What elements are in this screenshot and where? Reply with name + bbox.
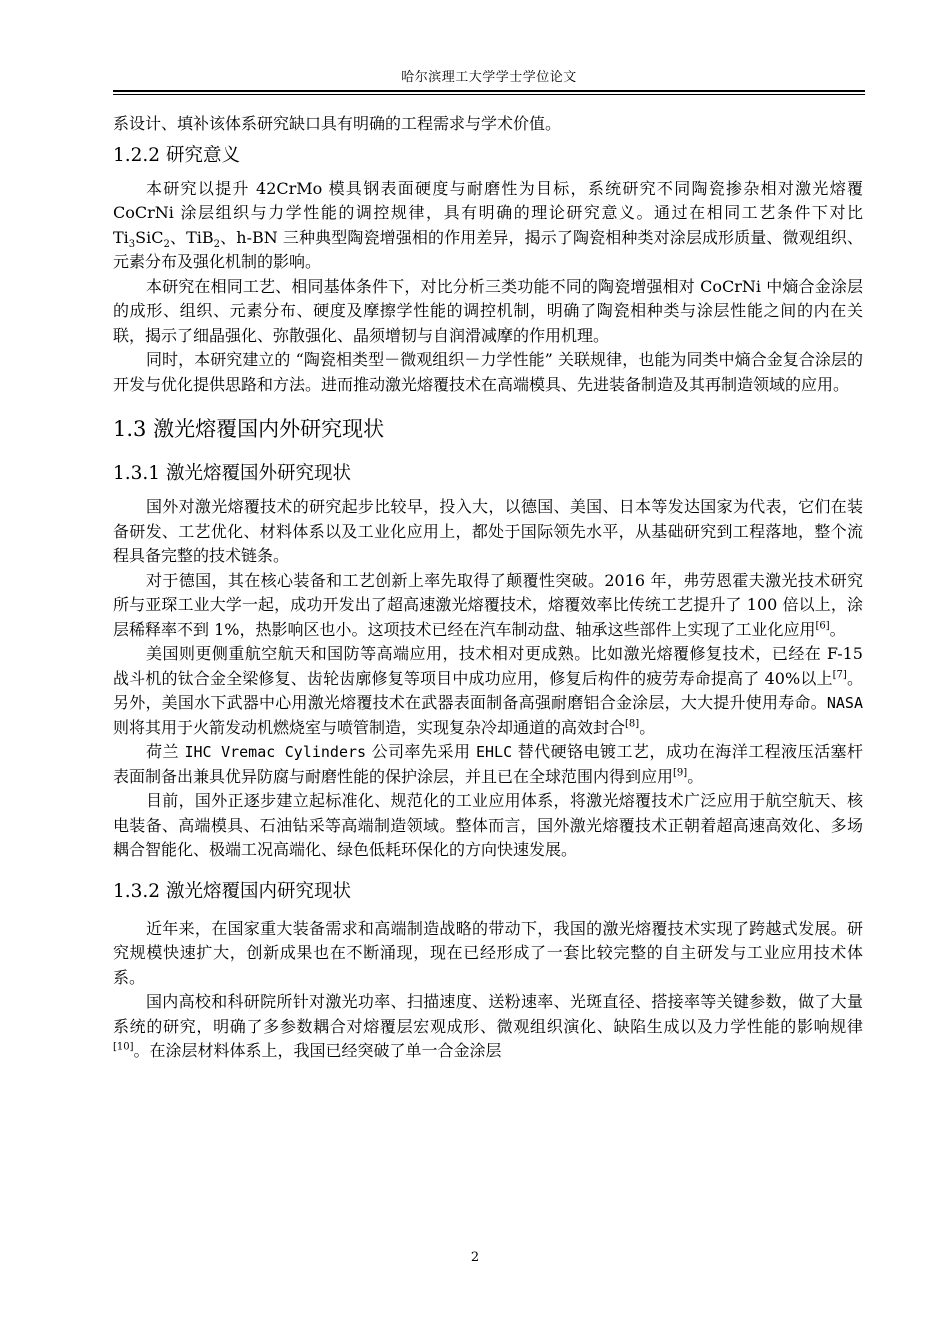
citation-ref: [9] [673,767,688,779]
page-body [113,112,863,1064]
paragraph-domestic-1: 近年来，在国家重大装备需求和高端制造战略的带动下，我国的激光熔覆技术实现了跨越式发展。研究规模快速扩大，创新成果也在不断涌现，现在已经形成了一套比较完整的自主研发与工业应用技术体系。 [113,918,863,987]
paragraph-significance-3: 同时，本研究建立的 “陶瓷相类型－微观组织－力学性能” 关联规律，也能为同类中熵合金复合涂层的开发与优化提供思路和方法。进而推动激光熔覆技术在高端模具、先进装备制造及其再制造领域的应用。 [113,350,863,394]
section-heading-1-3: 1.3 激光熔覆国内外研究现状 [113,417,385,441]
section-heading-1-3-1: 1.3.1 激光熔覆国外研究现状 [113,463,351,484]
paragraph-foreign-germany: 对于德国，其在核心装备和工艺创新上率先取得了颠覆性突破。2016 年，弗劳恩霍夫激光技术研究所与亚琛工业大学一起，成功开发出了超高速激光熔覆技术，熔覆效率比传统工艺提升了 100 倍以上，涂层稀释率不到 1%，热影响区也小。这项技术已经在汽车制动盘、轴承这些部件上实现了工业化应用[6]。 [113,570,863,639]
header-rule-thin [113,94,865,95]
paragraph-significance-1: 本研究以提升 42CrMo 模具钢表面硬度与耐磨性为目标，系统研究不同陶瓷掺杂相对激光熔覆 CoCrNi 涂层组织与力学性能的调控规律，具有明确的理论研究意义。通过在相同工艺条件下对比 $Ti_3SiC_2$、TiB$_2$、h-BN 三种典型陶瓷增强相的作用差异，揭示了陶瓷相种类对涂层成形质量、微观组织、元素分布及强化机制的影响。 [113,178,863,271]
citation-ref: [7] [832,669,847,681]
citation-ref: [8] [625,718,640,730]
paragraph-foreign-summary: 目前，国外正逐步建立起标准化、规范化的工业应用体系，将激光熔覆技术广泛应用于航空航天、核电装备、高端模具、石油钻采等高端制造领域。整体而言，国外激光熔覆技术正朝着超高速高效化、多场耦合智能化、极端工况高端化、绿色低耗环保化的方向快速发展。 [113,791,863,859]
running-header: 哈尔滨理工大学学士学位论文 [401,70,577,85]
paragraph-foreign-1: 国外对激光熔覆技术的研究起步比较早，投入大，以德国、美国、日本等发达国家为代表，它们在装备研发、工艺优化、材料体系以及工业化应用上，都处于国际领先水平，从基础研究到工程落地，整个流程具备完整的技术链条。 [113,497,863,565]
paragraph-continued: 系设计、填补该体系研究缺口具有明确的工程需求与学术价值。 [113,114,562,133]
citation-ref: [6] [815,620,830,632]
header-rule [113,90,865,92]
paragraph-domestic-2: 国内高校和科研院所针对激光功率、扫描速度、送粉速率、光斑直径、搭接率等关键参数，做了大量系统的研究，明确了多参数耦合对熔覆层宏观成形、微观组织演化、缺陷生成以及力学性能的影响规律[10]。在涂层材料体系上，我国已经突破了单一合金涂层 [113,992,863,1060]
citation-ref: [10] [113,1041,134,1053]
section-heading-1-3-2: 1.3.2 激光熔覆国内研究现状 [113,880,351,902]
paragraph-significance-2: 本研究在相同工艺、相同基体条件下，对比分析三类功能不同的陶瓷增强相对 CoCrNi 中熵合金涂层的成形、组织、元素分布、硬度及摩擦学性能的调控机制，明确了陶瓷相种类与涂层性能之间的内在关联，揭示了细晶强化、弥散强化、晶须增韧与自润滑减摩的作用机理。 [113,276,863,345]
paragraph-foreign-netherlands: 荷兰 IHC Vremac Cylinders 公司率先采用 EHLC 替代硬铬电镀工艺，成功在海洋工程液压活塞杆表面制备出兼具优异防腐与耐磨性能的保护涂层，并且已在全球范围内得到应用[9]。 [113,742,864,786]
page-number: 2 [470,1250,480,1265]
paragraph-foreign-usa: 美国则更侧重航空航天和国防等高端应用，技术相对更成熟。比如激光熔覆修复技术，已经在 F-15 战斗机的钛合金全梁修复、齿轮齿廓修复等项目中成功应用，修复后构件的疲劳寿命提高了 40%以上[7]。另外，美国水下武器中心用激光熔覆技术在武器表面制备高强耐磨铝合金涂层，大大提升使用寿命。NASA 则将其用于火箭发动机燃烧室与喷管制造，实现复杂冷却通道的高效封合[8]。 [113,644,863,737]
section-heading-1-2-2: 1.2.2 研究意义 [113,144,240,166]
